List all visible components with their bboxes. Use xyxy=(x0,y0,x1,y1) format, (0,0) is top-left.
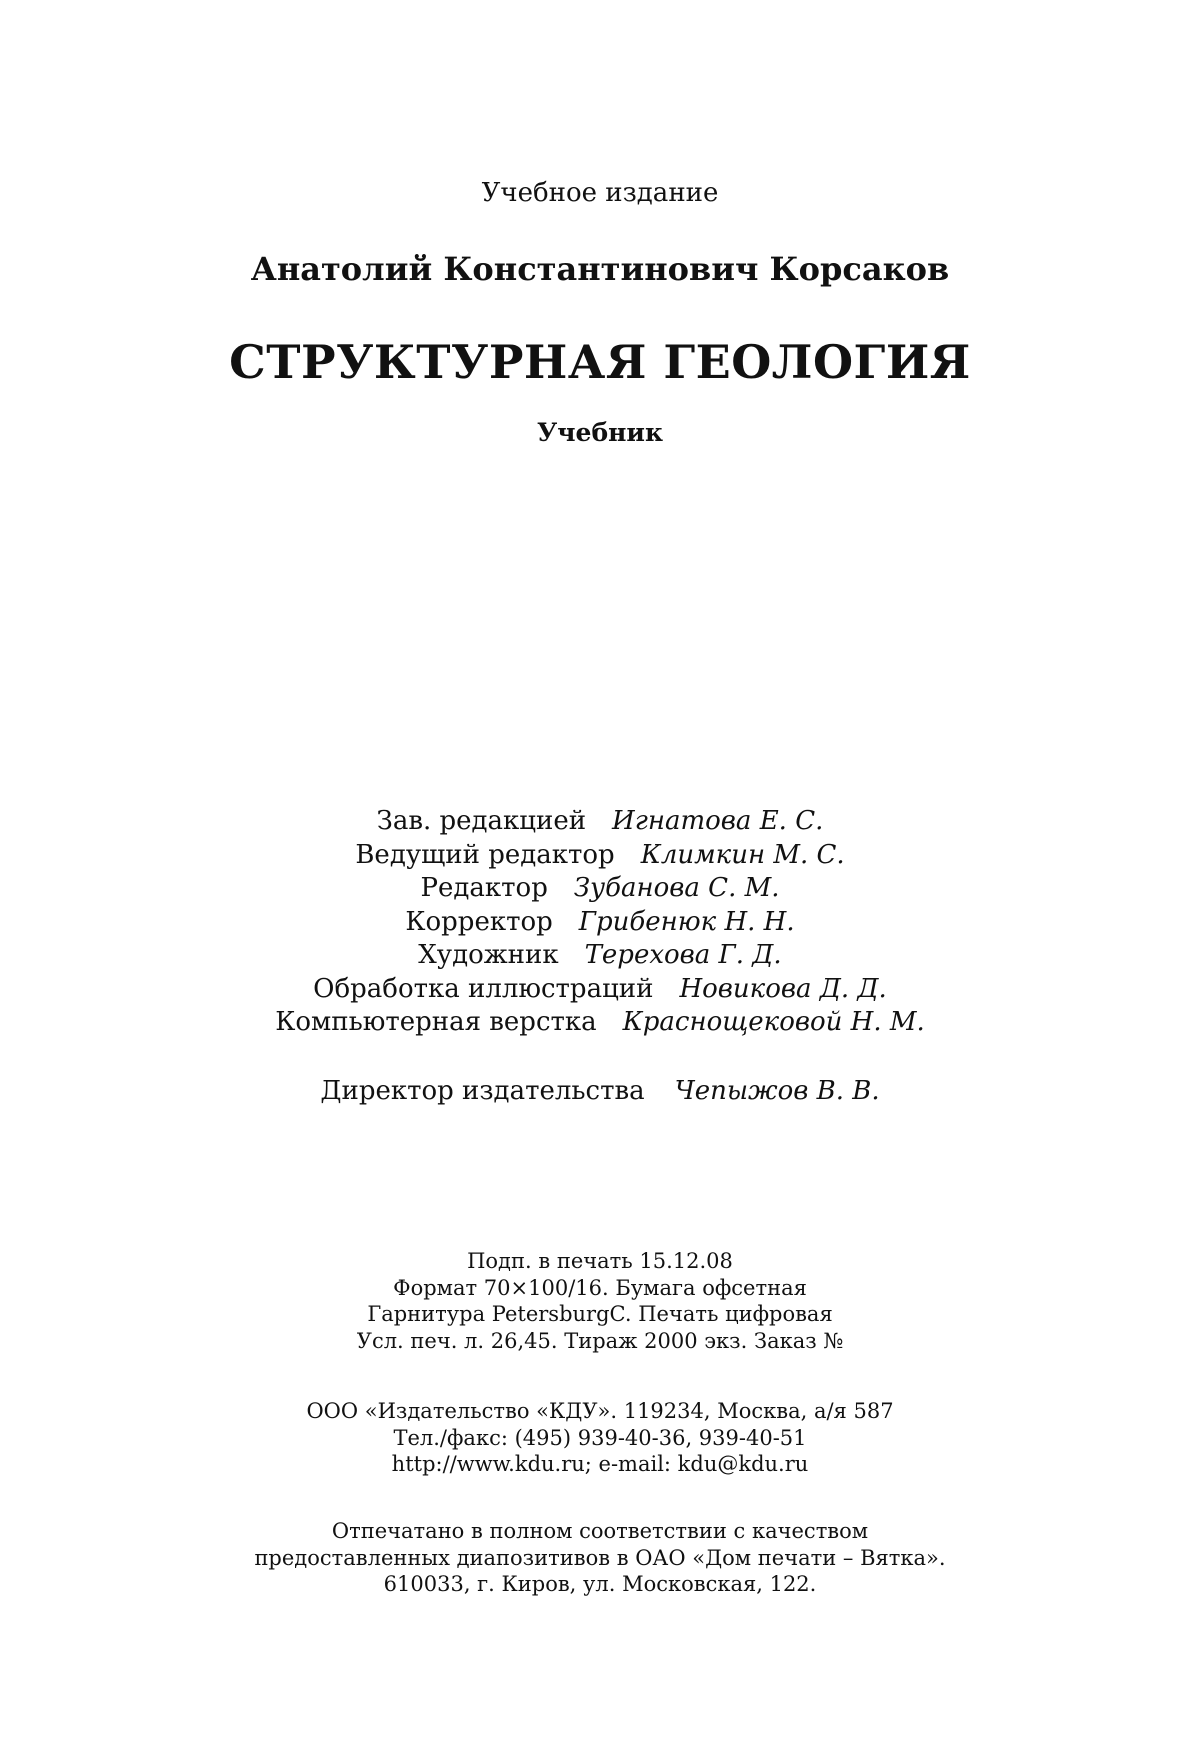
book-title: СТРУКТУРНАЯ ГЕОЛОГИЯ xyxy=(229,335,971,389)
staff-person: Краснощековой Н. М. xyxy=(622,1007,925,1037)
publisher-line: Тел./факс: (495) 939-40-36, 939-40-51 xyxy=(393,1425,807,1450)
staff-role: Компьютерная верстка xyxy=(275,1007,597,1037)
staff-person: Новикова Д. Д. xyxy=(679,973,887,1004)
staff-role: Корректор xyxy=(405,906,553,937)
staff-row xyxy=(0,805,1200,839)
print-spec-line: Подп. в печать 15.12.08 xyxy=(467,1249,733,1273)
staff-row xyxy=(0,839,1200,873)
staff-row xyxy=(0,872,1200,906)
author-name: Анатолий Константинович Корсаков xyxy=(250,250,950,288)
staff-role: Ведущий редактор xyxy=(355,839,615,870)
publisher-info xyxy=(0,1398,1200,1478)
staff-row xyxy=(0,973,1200,1007)
staff-row xyxy=(0,1006,1200,1040)
publisher-line: ООО «Издательство «КДУ». 119234, Москва, а/я 587 xyxy=(306,1399,894,1423)
staff-person: Игнатова Е. С. xyxy=(612,806,824,836)
staff-role: Обработка иллюстраций xyxy=(313,973,654,1004)
staff-role: Редактор xyxy=(420,873,548,903)
print-spec-line: Усл. печ. л. 26,45. Тираж 2000 экз. Заказ № xyxy=(356,1328,844,1353)
staff-role: Зав. редакцией xyxy=(376,806,587,836)
print-spec-line: Формат 70×100/16. Бумага офсетная xyxy=(393,1275,807,1300)
staff-person: Зубанова С. М. xyxy=(573,873,780,903)
book-subtitle: Учебник xyxy=(536,418,664,447)
print-spec-line: Гарнитура PetersburgC. Печать цифровая xyxy=(367,1302,833,1326)
staff-role: Художник xyxy=(418,940,559,970)
staff-row xyxy=(0,939,1200,973)
director-person: Чепыжов В. В. xyxy=(674,1076,880,1106)
staff-person: Терехова Г. Д. xyxy=(584,940,782,970)
printer-info xyxy=(0,1518,1200,1598)
print-specs xyxy=(0,1248,1200,1354)
printer-line: Отпечатано в полном соответствии с качеством xyxy=(331,1519,869,1543)
staff-person: Грибенюк Н. Н. xyxy=(578,906,795,937)
staff-row xyxy=(0,906,1200,940)
publisher-line: http://www.kdu.ru; e-mail: kdu@kdu.ru xyxy=(391,1452,809,1476)
director-role: Директор издательства xyxy=(320,1076,645,1106)
staff-person: Климкин М. С. xyxy=(640,839,845,870)
printer-line: 610033, г. Киров, ул. Московская, 122. xyxy=(383,1572,817,1596)
director-row xyxy=(0,1076,1200,1106)
printer-line: предоставленных диапозитивов в ОАО «Дом печати – Вятка». xyxy=(254,1545,946,1570)
staff-list xyxy=(0,805,1200,1040)
edition-type: Учебное издание xyxy=(481,178,719,208)
